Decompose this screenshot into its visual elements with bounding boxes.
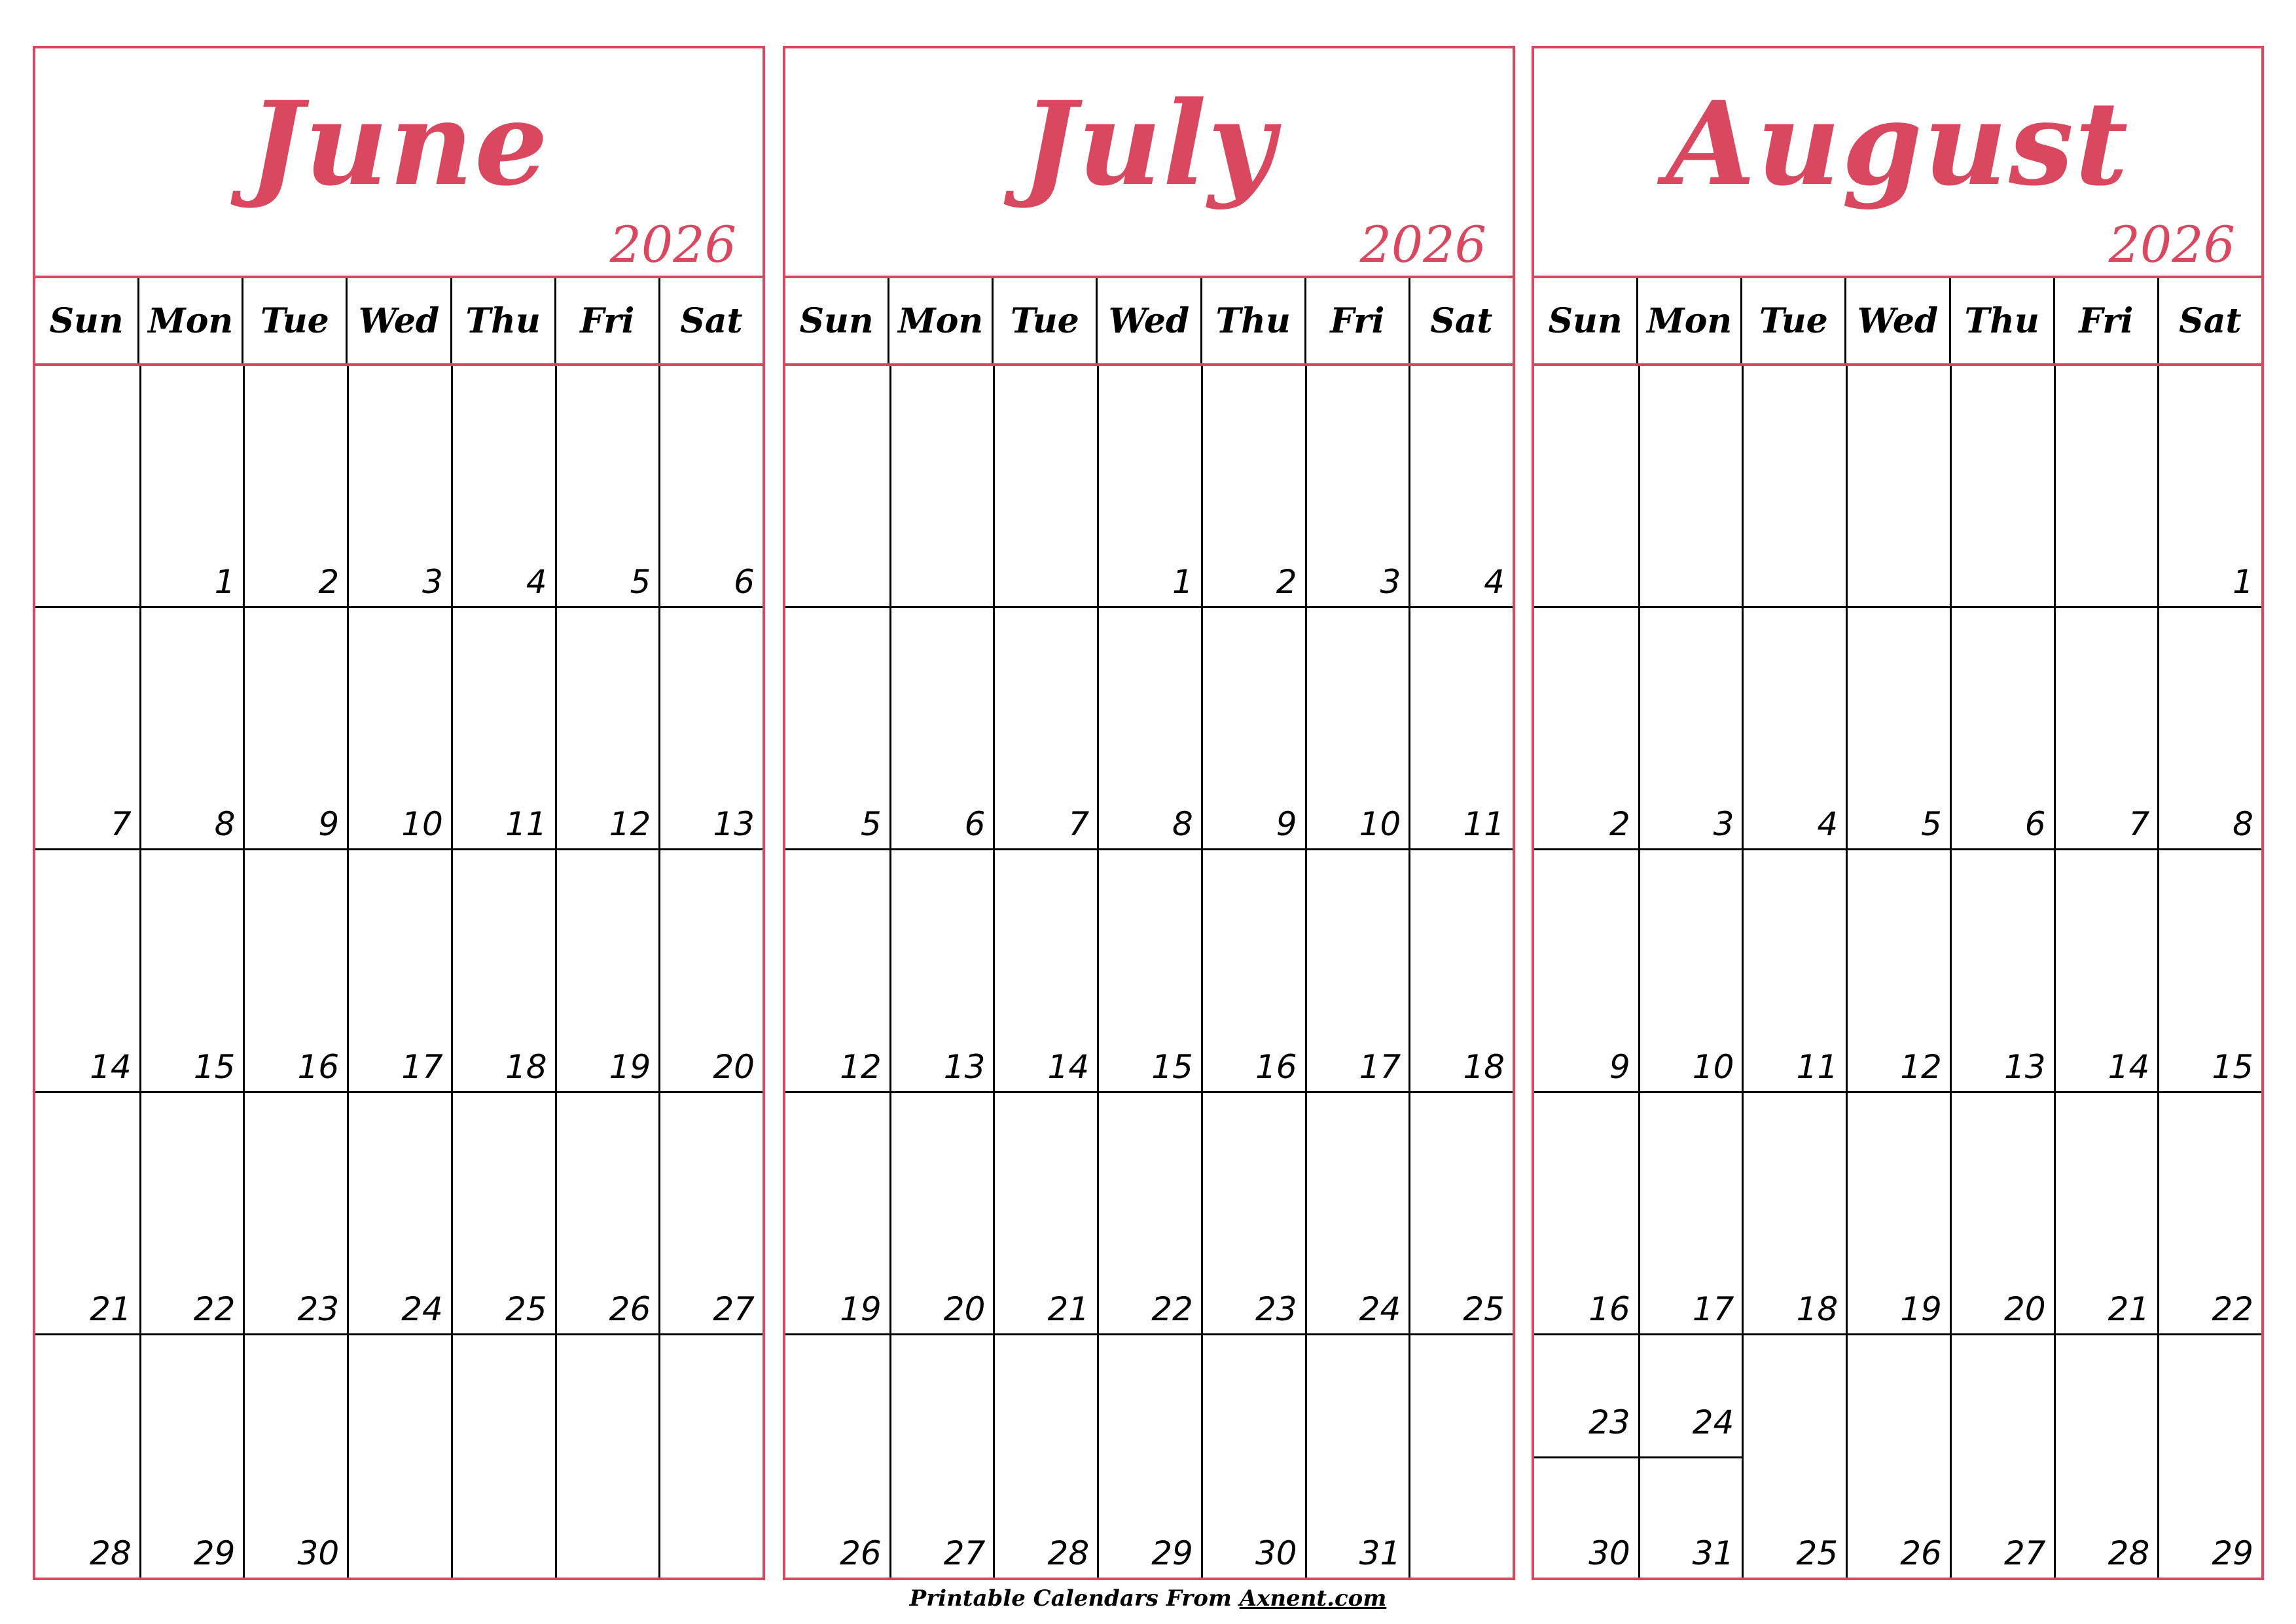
day-number: 26 [609, 1290, 651, 1328]
month-year: 2026 [1359, 215, 1486, 274]
month-panel-july [783, 46, 1515, 1580]
day-cell[interactable] [785, 366, 889, 608]
month-year: 2026 [2108, 215, 2235, 274]
day-cell[interactable] [1305, 366, 1409, 608]
day-cell[interactable] [2054, 366, 2158, 608]
day-cell[interactable] [139, 850, 243, 1092]
day-cell[interactable] [1408, 850, 1513, 1092]
day-cell[interactable] [1534, 608, 1638, 850]
day-cell[interactable] [243, 1093, 347, 1335]
day-cell[interactable] [1201, 1093, 1305, 1335]
day-number: 4 [1484, 563, 1505, 602]
day-cell[interactable] [1742, 1093, 1846, 1335]
day-cell[interactable] [889, 366, 994, 608]
day-number: 16 [1588, 1290, 1630, 1328]
month-header [785, 48, 1513, 278]
day-cell[interactable] [347, 1093, 451, 1335]
day-cell[interactable] [1742, 850, 1846, 1092]
day-cell[interactable] [1638, 366, 1742, 608]
month-panel-june [33, 46, 765, 1580]
day-number: 11 [1796, 1047, 1839, 1086]
day-cell[interactable] [1201, 366, 1305, 608]
day-number: 9 [318, 805, 340, 844]
weekday-label: Mon [888, 278, 992, 363]
day-number: 1 [214, 563, 236, 602]
day-number: 1 [1172, 563, 1193, 602]
day-number: 10 [401, 805, 443, 844]
day-number: 19 [609, 1047, 651, 1086]
day-cell[interactable] [451, 366, 555, 608]
day-number: 29 [193, 1534, 236, 1572]
day-cell[interactable] [1097, 1335, 1201, 1578]
day-cell[interactable] [1742, 366, 1846, 608]
day-number: 22 [193, 1290, 236, 1328]
day-number: 28 [2108, 1534, 2150, 1572]
day-cell[interactable] [1950, 366, 2054, 608]
day-grid [1534, 366, 2261, 1578]
day-cell[interactable] [1097, 608, 1201, 850]
day-cell[interactable] [2157, 366, 2261, 608]
day-cell[interactable] [1534, 366, 1638, 608]
day-cell[interactable] [658, 850, 762, 1092]
day-cell[interactable] [1097, 1093, 1201, 1335]
day-number: 31 [1359, 1534, 1401, 1572]
day-number: 24 [1359, 1290, 1401, 1328]
day-cell[interactable] [2157, 1335, 2261, 1578]
day-cell[interactable] [658, 1335, 762, 1578]
day-cell[interactable] [139, 608, 243, 850]
day-cell[interactable] [1846, 608, 1950, 850]
day-number: 15 [2212, 1047, 2253, 1086]
day-cell[interactable] [1950, 608, 2054, 850]
day-cell[interactable] [889, 1093, 994, 1335]
day-number: 26 [840, 1534, 882, 1572]
day-cell[interactable] [785, 850, 889, 1092]
weekday-label: Mon [1636, 278, 1740, 363]
day-number: 4 [1817, 805, 1839, 844]
month-name: August [1666, 76, 2130, 211]
day-cell[interactable] [1534, 1093, 1638, 1335]
day-cell[interactable] [1097, 850, 1201, 1092]
day-cell[interactable] [1408, 1335, 1513, 1578]
day-number: 8 [1172, 805, 1193, 844]
day-number: 20 [713, 1047, 755, 1086]
day-cell[interactable] [451, 1093, 555, 1335]
day-cell[interactable] [35, 608, 139, 850]
day-cell[interactable] [555, 1093, 659, 1335]
day-number: 20 [2003, 1290, 2046, 1328]
day-cell[interactable] [1408, 366, 1513, 608]
weekday-label: Wed [1844, 278, 1948, 363]
day-number: 2 [1609, 805, 1630, 844]
day-number: 17 [1692, 1290, 1734, 1328]
day-number: 21 [2108, 1290, 2150, 1328]
weekday-label: Sat [1408, 278, 1513, 363]
day-grid [35, 366, 762, 1578]
day-number: 14 [90, 1047, 132, 1086]
weekday-label: Sun [799, 300, 874, 341]
weekday-label: Fri [1304, 278, 1408, 363]
weekday-header-row [1534, 278, 2261, 366]
day-number: 23 [1588, 1403, 1630, 1441]
weekday-header-row [35, 278, 762, 366]
day-number: 12 [840, 1047, 882, 1086]
footer-credit [0, 1585, 2296, 1612]
weekday-label: Sun [1548, 300, 1623, 341]
day-number: 7 [110, 805, 132, 844]
day-number: 27 [943, 1534, 986, 1572]
day-cell[interactable] [555, 366, 659, 608]
day-number: 17 [401, 1047, 443, 1086]
day-cell[interactable] [1305, 1093, 1409, 1335]
month-year: 2026 [609, 215, 736, 274]
day-number: 24 [401, 1290, 443, 1328]
day-number: 26 [1900, 1534, 1942, 1572]
day-cell[interactable] [993, 608, 1097, 850]
day-number: 18 [505, 1047, 547, 1086]
month-name: July [1022, 76, 1276, 211]
day-cell[interactable] [347, 366, 451, 608]
day-cell[interactable] [451, 850, 555, 1092]
day-cell[interactable] [347, 850, 451, 1092]
day-cell[interactable] [993, 366, 1097, 608]
day-cell[interactable] [785, 1335, 889, 1578]
day-number: 19 [1900, 1290, 1942, 1328]
day-number: 12 [1900, 1047, 1942, 1086]
day-number: 2 [1276, 563, 1297, 602]
day-cell[interactable] [1201, 608, 1305, 850]
day-cell[interactable] [1742, 1335, 1846, 1578]
day-cell[interactable] [1846, 850, 1950, 1092]
day-cell[interactable] [785, 1093, 889, 1335]
footer-prefix: Printable Calendars From [909, 1585, 1240, 1612]
day-cell[interactable] [555, 608, 659, 850]
day-number: 11 [1463, 805, 1505, 844]
day-number: 11 [505, 805, 547, 844]
day-cell[interactable] [139, 1093, 243, 1335]
day-number: 8 [214, 805, 236, 844]
day-number: 15 [1151, 1047, 1193, 1086]
day-cell[interactable] [1846, 1093, 1950, 1335]
day-cell[interactable] [1534, 1335, 1638, 1578]
day-cell[interactable] [347, 608, 451, 850]
day-number: 22 [1151, 1290, 1193, 1328]
day-cell[interactable] [555, 1335, 659, 1578]
day-number: 5 [630, 563, 651, 602]
month-header [1534, 48, 2261, 278]
day-number: 3 [1380, 563, 1401, 602]
day-number: 15 [193, 1047, 236, 1086]
day-number: 12 [609, 805, 651, 844]
day-cell[interactable] [139, 1335, 243, 1578]
day-number: 22 [2212, 1290, 2253, 1328]
weekday-label: Thu [450, 278, 554, 363]
day-cell[interactable] [35, 1093, 139, 1335]
day-number: 2 [318, 563, 340, 602]
day-cell[interactable] [1846, 1335, 1950, 1578]
day-number: 5 [1921, 805, 1942, 844]
weekday-label: Wed [346, 278, 450, 363]
day-number: 13 [2003, 1047, 2046, 1086]
day-number: 14 [1047, 1047, 1090, 1086]
day-cell[interactable] [1638, 608, 1742, 850]
day-number: 5 [860, 805, 882, 844]
day-cell[interactable] [555, 850, 659, 1092]
day-number: 9 [1609, 1047, 1630, 1086]
day-cell[interactable] [889, 608, 994, 850]
day-cell[interactable] [1950, 1093, 2054, 1335]
day-number: 23 [1255, 1290, 1297, 1328]
day-cell[interactable] [243, 608, 347, 850]
day-number: 27 [713, 1290, 755, 1328]
day-cell[interactable] [35, 1335, 139, 1578]
day-cell[interactable] [889, 1335, 994, 1578]
day-cell[interactable] [2157, 608, 2261, 850]
day-cell[interactable] [2054, 608, 2158, 850]
weekday-label: Wed [1096, 278, 1200, 363]
day-cell[interactable] [2054, 1335, 2158, 1578]
month-header [35, 48, 762, 278]
day-number: 13 [943, 1047, 986, 1086]
day-cell[interactable] [2054, 1093, 2158, 1335]
day-number: 28 [1047, 1534, 1090, 1572]
day-cell[interactable] [35, 850, 139, 1092]
day-cell[interactable] [2054, 850, 2158, 1092]
day-cell[interactable] [1846, 366, 1950, 608]
day-cell[interactable] [2157, 850, 2261, 1092]
day-cell[interactable] [1638, 1093, 1742, 1335]
day-cell[interactable] [1950, 1335, 2054, 1578]
day-number: 16 [297, 1047, 340, 1086]
day-cell[interactable] [451, 608, 555, 850]
day-cell[interactable] [1305, 1335, 1409, 1578]
day-cell[interactable] [1201, 1335, 1305, 1578]
day-number: 14 [2108, 1047, 2150, 1086]
day-number: 4 [526, 563, 547, 602]
day-grid [785, 366, 1513, 1578]
day-number: 3 [422, 563, 443, 602]
day-number: 27 [2003, 1534, 2046, 1572]
day-cell[interactable] [658, 608, 762, 850]
day-cell[interactable] [993, 1093, 1097, 1335]
day-cell[interactable] [243, 1335, 347, 1578]
day-cell[interactable] [347, 1335, 451, 1578]
weekday-label: Mon [137, 278, 242, 363]
day-number: 24 [1692, 1403, 1734, 1441]
day-number: 7 [1068, 805, 1090, 844]
day-cell[interactable] [243, 850, 347, 1092]
day-number: 16 [1255, 1047, 1297, 1086]
day-number: 30 [1255, 1534, 1297, 1572]
day-cell[interactable] [451, 1335, 555, 1578]
footer-link[interactable]: Axnent.com [1239, 1585, 1387, 1612]
day-number: 13 [713, 805, 755, 844]
month-name: June [248, 76, 550, 211]
day-cell[interactable] [35, 366, 139, 608]
day-number: 19 [840, 1290, 882, 1328]
day-cell[interactable] [1638, 850, 1742, 1092]
split-divider [1534, 1456, 1638, 1458]
weekday-label: Sun [49, 300, 124, 341]
weekday-label: Fri [554, 278, 658, 363]
day-cell[interactable] [1742, 608, 1846, 850]
weekday-label: Tue [1740, 278, 1844, 363]
day-cell[interactable] [658, 1093, 762, 1335]
weekday-label: Sat [2157, 278, 2261, 363]
day-number: 10 [1692, 1047, 1734, 1086]
weekday-label: Sat [658, 278, 762, 363]
day-cell[interactable] [1305, 608, 1409, 850]
day-number: 8 [2233, 805, 2253, 844]
day-cell[interactable] [1638, 1335, 1742, 1578]
split-divider [1640, 1456, 1742, 1458]
day-number: 29 [1151, 1534, 1193, 1572]
weekday-label: Tue [242, 278, 346, 363]
day-cell[interactable] [1534, 850, 1638, 1092]
day-number: 21 [1047, 1290, 1090, 1328]
day-number: 17 [1359, 1047, 1401, 1086]
day-number: 23 [297, 1290, 340, 1328]
day-number: 18 [1796, 1290, 1839, 1328]
weekday-label: Thu [1200, 278, 1304, 363]
day-number: 31 [1692, 1534, 1734, 1572]
month-panel-august [1532, 46, 2264, 1580]
day-cell[interactable] [1305, 850, 1409, 1092]
day-number: 25 [1796, 1534, 1839, 1572]
day-number: 30 [297, 1534, 340, 1572]
day-cell[interactable] [993, 850, 1097, 1092]
day-number: 9 [1276, 805, 1297, 844]
day-cell[interactable] [1201, 850, 1305, 1092]
day-cell[interactable] [658, 366, 762, 608]
day-cell[interactable] [243, 366, 347, 608]
day-cell[interactable] [139, 366, 243, 608]
day-number: 18 [1463, 1047, 1505, 1086]
day-number: 21 [90, 1290, 132, 1328]
weekday-label: Fri [2053, 278, 2157, 363]
day-number: 28 [90, 1534, 132, 1572]
day-number: 6 [964, 805, 986, 844]
day-number: 25 [1463, 1290, 1505, 1328]
day-cell[interactable] [1950, 850, 2054, 1092]
weekday-label: Tue [992, 278, 1096, 363]
day-number: 20 [943, 1290, 986, 1328]
day-cell[interactable] [993, 1335, 1097, 1578]
day-cell[interactable] [2157, 1093, 2261, 1335]
day-cell[interactable] [1408, 608, 1513, 850]
day-number: 6 [734, 563, 755, 602]
day-number: 1 [2233, 563, 2253, 602]
day-number: 29 [2212, 1534, 2253, 1572]
day-number: 6 [2024, 805, 2046, 844]
weekday-label: Thu [1949, 278, 2053, 363]
day-cell[interactable] [889, 850, 994, 1092]
weekday-header-row [785, 278, 1513, 366]
day-cell[interactable] [1097, 366, 1201, 608]
day-number: 7 [2128, 805, 2150, 844]
day-number: 25 [505, 1290, 547, 1328]
day-number: 30 [1588, 1534, 1630, 1572]
day-cell[interactable] [1408, 1093, 1513, 1335]
day-cell[interactable] [785, 608, 889, 850]
day-number: 10 [1359, 805, 1401, 844]
day-number: 3 [1713, 805, 1734, 844]
